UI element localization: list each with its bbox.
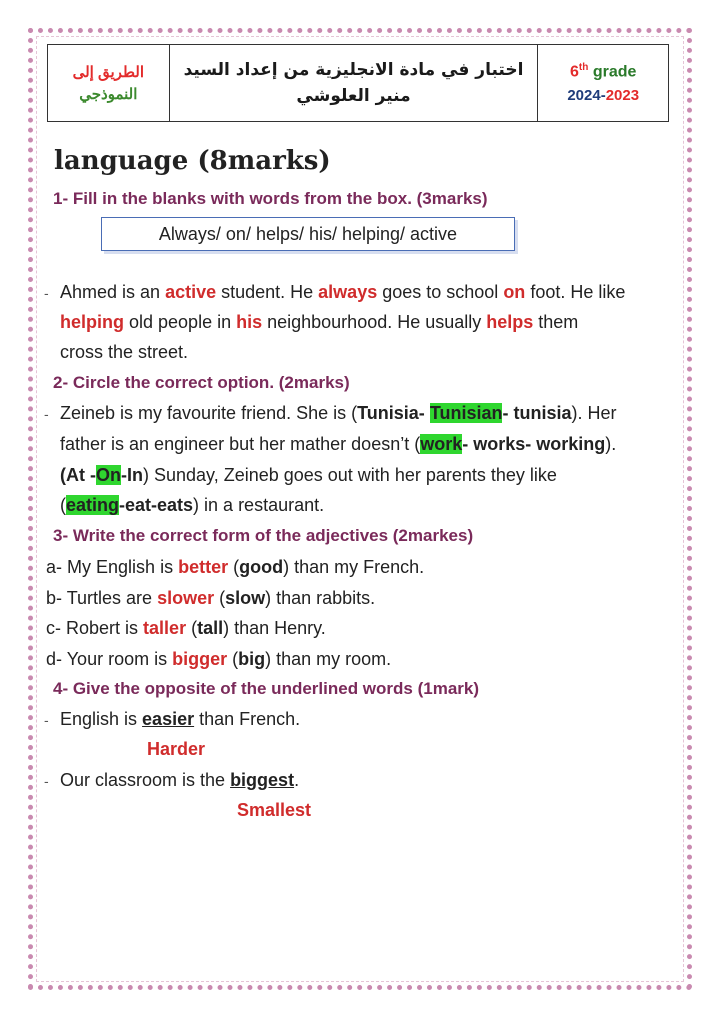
- text-run: Zeineb is my favourite friend. She is (: [60, 403, 358, 423]
- text-run: old people in: [124, 312, 237, 332]
- option: At -: [66, 465, 96, 485]
- header-grade-cell: [538, 45, 668, 121]
- answer-word: his: [236, 312, 263, 332]
- q1-line-1: [60, 282, 625, 303]
- grade-suffix: th: [578, 61, 589, 73]
- text-run: ). Her: [571, 403, 617, 423]
- school-year: [567, 87, 639, 104]
- grade-word: grade: [592, 63, 637, 81]
- grade-number: 6: [570, 63, 579, 81]
- year-part-2: 2023: [605, 87, 640, 105]
- q4-answer-2: Smallest: [237, 800, 312, 820]
- text-run: (: [186, 618, 198, 638]
- brand-line-1: الطريق إلى: [72, 64, 145, 81]
- item-label: b-: [46, 588, 63, 608]
- text-run: .: [294, 770, 300, 790]
- q4-sentence-1: [60, 709, 300, 730]
- text-run: English is: [60, 709, 143, 729]
- answer-word: slower: [157, 588, 215, 608]
- text-run: Ahmed is an: [60, 282, 166, 302]
- q2-line-1: [60, 403, 617, 424]
- header-brand-cell: [48, 45, 170, 121]
- text-run: father is an engineer but her mather doesn’t (: [60, 434, 421, 454]
- answer-word: on: [503, 282, 526, 302]
- q4-sentence-2: [60, 770, 299, 791]
- q2-line-2: [60, 434, 616, 455]
- answer-word: helping: [60, 312, 124, 332]
- text-run: (: [60, 465, 66, 485]
- text-run: ) Sunday, Zeineb goes out with her parents they like: [143, 465, 557, 485]
- text-run: ).: [605, 434, 617, 454]
- bullet-dash-icon: -: [44, 712, 49, 728]
- answer-word: active: [165, 282, 217, 302]
- q1-heading: 1- Fill in the blanks with words from the box. (3marks): [53, 189, 488, 208]
- brand-line-2: النموذجي: [79, 86, 138, 103]
- text-run: ) than rabbits.: [265, 588, 376, 608]
- q3-item: [46, 618, 326, 639]
- header-table: [47, 44, 669, 122]
- text-run: ) in a restaurant.: [193, 495, 325, 515]
- selected-option: work: [420, 434, 463, 454]
- text-run: (: [228, 557, 240, 577]
- text-run: Turtles are: [66, 588, 158, 608]
- selected-option: On: [96, 465, 121, 485]
- q4-answer-1: Harder: [147, 739, 206, 759]
- q2-line-4: [60, 495, 324, 516]
- text-run: ) than Henry.: [223, 618, 326, 638]
- q4-heading: 4- Give the opposite of the underlined words (1mark): [53, 679, 480, 698]
- text-run: Robert is: [66, 618, 144, 638]
- q2-heading: 2- Circle the correct option. (2marks): [53, 373, 350, 392]
- option: - tunisia: [502, 403, 572, 423]
- adjective: slow: [225, 588, 266, 608]
- text-run: them: [533, 312, 579, 332]
- underlined-word: easier: [142, 709, 195, 729]
- answer-word: always: [318, 282, 378, 302]
- option: -In: [121, 465, 143, 485]
- q1-line-2: [60, 312, 578, 333]
- text-run: (: [214, 588, 226, 608]
- underlined-word: biggest: [230, 770, 295, 790]
- text-run: (: [60, 495, 66, 515]
- q3-item: [46, 649, 391, 670]
- text-run: (: [227, 649, 239, 669]
- q3-item: [46, 557, 424, 578]
- text-run: foot. He like: [525, 282, 626, 302]
- bullet-dash-icon: -: [44, 406, 49, 422]
- text-run: ) than my French.: [283, 557, 425, 577]
- item-label: a-: [46, 557, 63, 577]
- option: - works- working: [462, 434, 606, 454]
- word-box-text: Always/ on/ helps/ his/ helping/ active: [158, 223, 458, 244]
- q3-item: [46, 588, 375, 609]
- bullet-dash-icon: -: [44, 773, 49, 789]
- text-run: neighbourhood. He usually: [262, 312, 487, 332]
- bullet-dash-icon: -: [44, 285, 49, 301]
- text-run: goes to school: [377, 282, 504, 302]
- header-title-line-2: منير العلوشي: [296, 86, 411, 106]
- adjective: tall: [197, 618, 224, 638]
- adjective: good: [239, 557, 284, 577]
- option: -eat-eats: [119, 495, 194, 515]
- selected-option: eating: [66, 495, 120, 515]
- grade-label: [570, 62, 636, 81]
- item-label: d-: [46, 649, 63, 669]
- header-title-line-1: اختبار في مادة الانجليزية من إعداد السيد: [183, 60, 524, 80]
- answer-word: helps: [486, 312, 534, 332]
- text-run: My English is: [67, 557, 179, 577]
- answer-word: better: [178, 557, 229, 577]
- text-run: Our classroom is the: [60, 770, 231, 790]
- text-run: student. He: [216, 282, 319, 302]
- header-title-cell: [170, 45, 539, 121]
- adjective: big: [238, 649, 266, 669]
- selected-option: Tunisian: [429, 403, 503, 423]
- answer-word: bigger: [172, 649, 228, 669]
- item-label: c-: [46, 618, 61, 638]
- q2-line-3: [60, 465, 557, 486]
- option: Tunisia-: [357, 403, 425, 423]
- q1-line-3: cross the street.: [60, 342, 189, 362]
- text-run: than French.: [194, 709, 301, 729]
- year-part-1: 2024-: [567, 87, 606, 105]
- answer-word: taller: [143, 618, 187, 638]
- text-run: Your room is: [66, 649, 173, 669]
- text-run: ) than my room.: [265, 649, 392, 669]
- q3-heading: 3- Write the correct form of the adjectives (2markes): [53, 526, 474, 545]
- section-title: language (8marks): [54, 146, 331, 176]
- word-box: [101, 217, 515, 251]
